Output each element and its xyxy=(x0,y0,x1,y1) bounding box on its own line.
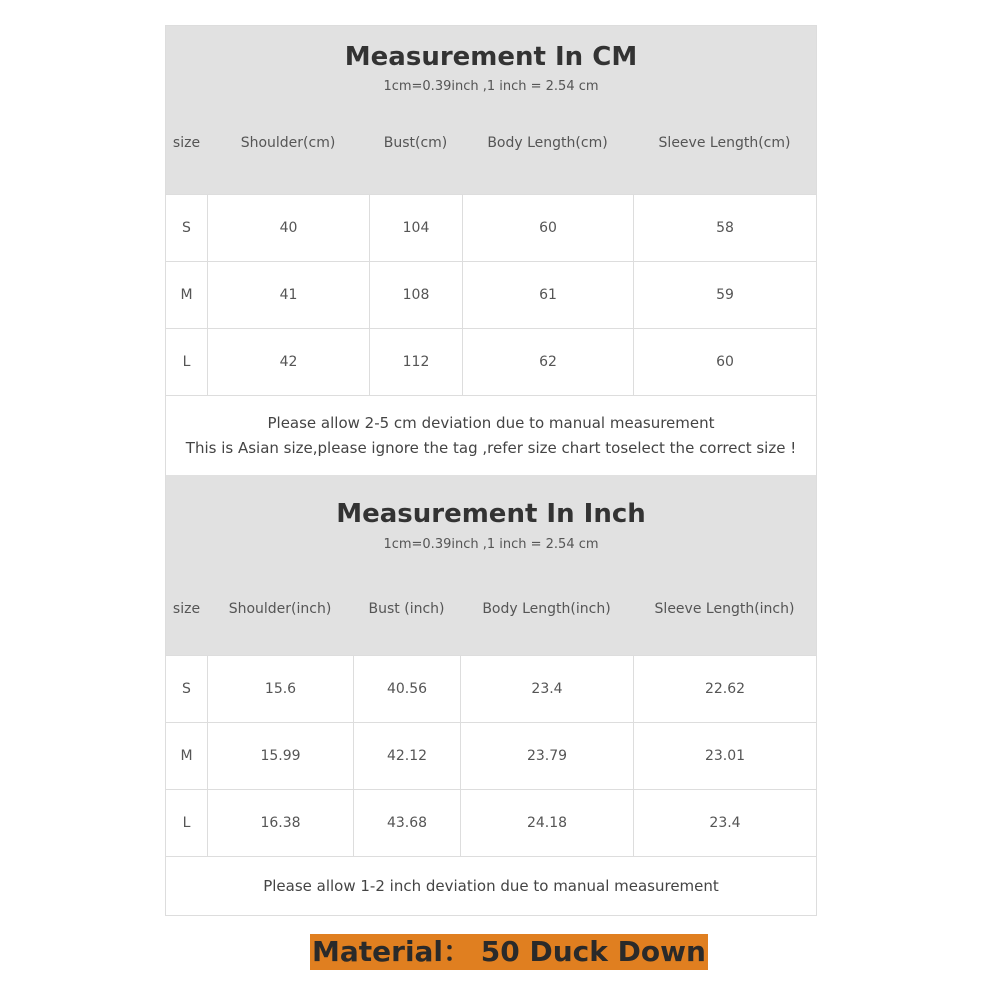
deviation-note: Please allow 2-5 cm deviation due to manual measurement xyxy=(267,414,715,432)
cm-chart-header xyxy=(166,26,816,194)
inch-chart-header xyxy=(166,475,816,655)
bust-cell: 104 xyxy=(369,195,462,261)
column-header-sleeve-length: Sleeve Length(inch) xyxy=(654,601,795,617)
inch-chart-subtitle: 1cm=0.39inch ,1 inch = 2.54 cm xyxy=(383,537,599,552)
body-length-cell: 62 xyxy=(462,329,633,395)
shoulder-cell: 15.99 xyxy=(207,723,353,789)
shoulder-cell: 16.38 xyxy=(207,790,353,856)
column-header-shoulder: Shoulder(inch) xyxy=(228,601,332,617)
sleeve-length-cell: 59 xyxy=(633,262,816,328)
bust-cell: 112 xyxy=(369,329,462,395)
table-row xyxy=(166,789,816,856)
size-cell: S xyxy=(182,220,191,236)
inch-size-chart xyxy=(165,475,817,916)
inch-column-headers xyxy=(166,576,816,642)
sleeve-length-cell: 23.4 xyxy=(633,790,816,856)
sleeve-length-cell: 58 xyxy=(633,195,816,261)
inch-chart-title: Measurement In Inch xyxy=(336,499,646,529)
shoulder-cell: 40 xyxy=(207,195,369,261)
asian-size-note: This is Asian size,please ignore the tag ,refer size chart toselect the correct size ! xyxy=(185,439,797,457)
body-length-cell: 23.4 xyxy=(460,656,633,722)
cm-chart-subtitle: 1cm=0.39inch ,1 inch = 2.54 cm xyxy=(383,79,599,94)
body-length-cell: 60 xyxy=(462,195,633,261)
shoulder-cell: 15.6 xyxy=(207,656,353,722)
bust-cell: 108 xyxy=(369,262,462,328)
bust-cell: 42.12 xyxy=(353,723,460,789)
bust-cell: 43.68 xyxy=(353,790,460,856)
inch-chart-note xyxy=(166,856,816,915)
table-row xyxy=(166,261,816,328)
size-cell: M xyxy=(180,287,193,303)
shoulder-cell: 41 xyxy=(207,262,369,328)
cm-size-chart xyxy=(165,25,817,477)
table-row xyxy=(166,194,816,261)
cm-chart-title: Measurement In CM xyxy=(344,42,638,72)
table-row xyxy=(166,328,816,395)
column-header-sleeve-length: Sleeve Length(cm) xyxy=(658,135,791,151)
body-length-cell: 24.18 xyxy=(460,790,633,856)
column-header-body-length: Body Length(inch) xyxy=(482,601,611,617)
body-length-cell: 61 xyxy=(462,262,633,328)
size-cell: L xyxy=(182,815,191,831)
deviation-note: Please allow 1-2 inch deviation due to manual measurement xyxy=(263,877,719,895)
column-header-shoulder: Shoulder(cm) xyxy=(240,135,336,151)
column-header-size: size xyxy=(172,601,201,617)
column-header-bust: Bust (inch) xyxy=(368,601,445,617)
column-header-body-length: Body Length(cm) xyxy=(487,135,608,151)
column-header-bust: Bust(cm) xyxy=(383,135,448,151)
size-cell: M xyxy=(180,748,193,764)
sleeve-length-cell: 23.01 xyxy=(633,723,816,789)
cm-chart-note xyxy=(166,395,816,476)
column-header-size: size xyxy=(172,135,201,151)
shoulder-cell: 42 xyxy=(207,329,369,395)
body-length-cell: 23.79 xyxy=(460,723,633,789)
bust-cell: 40.56 xyxy=(353,656,460,722)
table-row xyxy=(166,722,816,789)
size-cell: S xyxy=(182,681,191,697)
size-cell: L xyxy=(182,354,191,370)
sleeve-length-cell: 60 xyxy=(633,329,816,395)
cm-column-headers xyxy=(166,110,816,176)
table-row xyxy=(166,655,816,722)
material-label: Material： 50 Duck Down xyxy=(312,935,706,968)
sleeve-length-cell: 22.62 xyxy=(633,656,816,722)
